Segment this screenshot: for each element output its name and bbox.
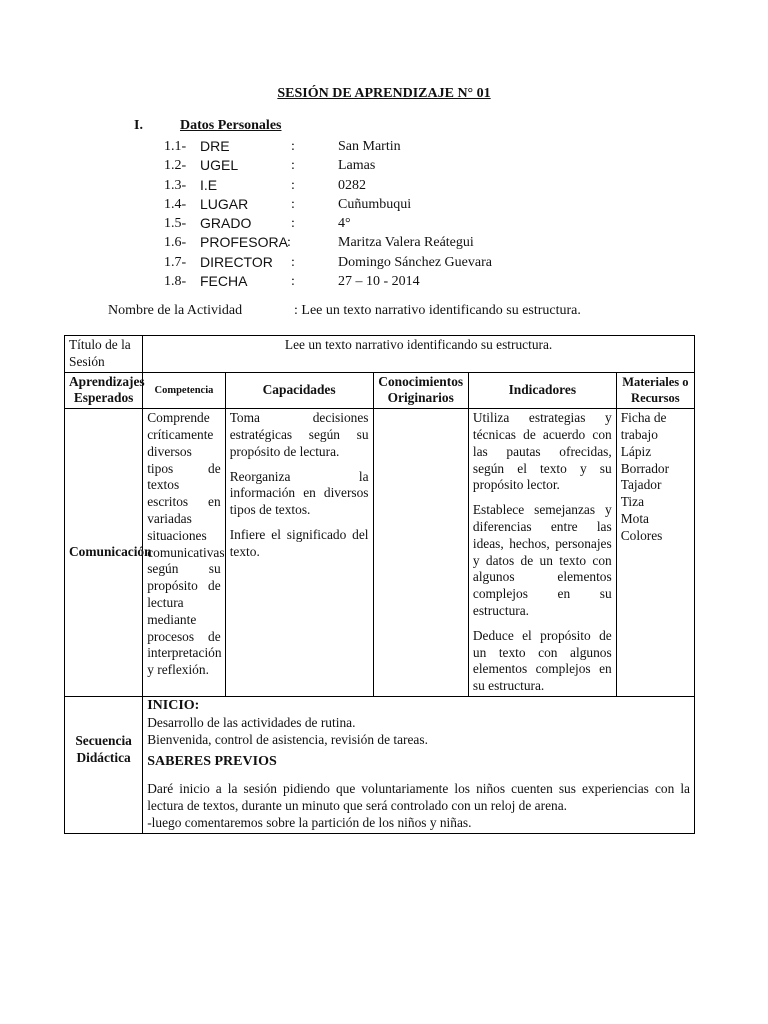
area-cell: Comunicación <box>65 409 143 697</box>
dato-number: 1.7- <box>164 254 187 270</box>
document-title: SESIÓN DE APRENDIZAJE N° 01 <box>277 86 491 101</box>
session-title-value: Lee un texto narrativo identificando su estructura. <box>143 336 695 373</box>
secuencia-row <box>65 696 695 833</box>
header-aprendizajes: Aprendizajes Esperados <box>65 372 143 409</box>
capacidad-item: Reorganiza la información en diversos tipos de textos. <box>229 468 369 518</box>
material-item: Lápiz <box>620 443 652 459</box>
dato-number: 1.1- <box>164 139 187 154</box>
dato-separator: : <box>291 196 295 212</box>
dato-separator: : <box>291 254 295 270</box>
dato-number: 1.6- <box>164 235 187 251</box>
dato-row <box>164 137 564 156</box>
header-conocimientos: Conocimientos Originarios <box>373 372 468 409</box>
saberes-text: Daré inicio a la sesión pidiendo que voluntariamente los niños cuenten sus experiencias con la lectura de textos, durante un minuto que será controlado con un reloj de arena. <box>147 781 690 813</box>
capacidad-item: Toma decisiones estratégicas según su propósito de lectura. <box>229 410 369 459</box>
dato-number: 1.5- <box>164 216 187 232</box>
inicio-heading: INICIO: <box>147 697 200 713</box>
dato-separator: : <box>291 216 295 232</box>
indicador-item: Utiliza estrategias y técnicas de acuerdo con las pautas ofrecidas, según el texto y su propósito lector. <box>472 410 612 493</box>
conocimientos-cell <box>373 409 468 697</box>
dato-value: San Martin <box>338 139 401 154</box>
dato-row <box>164 272 564 291</box>
dato-separator: : <box>287 235 291 251</box>
dato-key: I.E <box>200 176 218 193</box>
indicador-item: Establece semejanzas y diferencias entre las ideas, hechos, personajes y datos de un texto con algunos elementos complejos en su estructura. <box>472 502 612 618</box>
dato-row <box>164 214 564 233</box>
saberes-extra: -luego comentaremos sobre la partición de los niños y niñas. <box>147 814 472 830</box>
dato-separator: : <box>291 139 295 154</box>
dato-value: Lamas <box>338 158 376 174</box>
dato-key: UGEL <box>200 157 239 174</box>
dato-value: 0282 <box>338 177 366 193</box>
title-row <box>65 336 695 373</box>
dato-number: 1.8- <box>164 274 187 290</box>
header-indicadores: Indicadores <box>468 372 616 409</box>
dato-key: LUGAR <box>200 195 249 212</box>
activity-label: Nombre de la Actividad <box>108 303 243 318</box>
header-row <box>65 372 695 409</box>
capacidad-item: Infiere el significado del texto. <box>229 526 369 559</box>
dato-key: PROFESORA <box>200 234 288 251</box>
dato-number: 1.3- <box>164 177 187 193</box>
material-item: Mota <box>620 510 649 526</box>
dato-value: Domingo Sánchez Guevara <box>338 254 492 270</box>
competencia-cell: Comprende críticamente diversos tipos de textos escritos en variadas situaciones comunicativas según su propósito de lectura mediante procesos de interpretación y reflexión. <box>143 409 225 697</box>
secuencia-cell <box>143 696 695 833</box>
section-heading <box>134 118 282 134</box>
material-item: Ficha de trabajo <box>620 410 667 442</box>
saberes-heading: SABERES PREVIOS <box>147 754 277 770</box>
content-row <box>65 409 695 697</box>
dato-key: FECHA <box>200 273 248 290</box>
dato-separator: : <box>291 274 295 290</box>
materiales-cell <box>616 409 694 697</box>
session-title-label: Título de la Sesión <box>65 336 143 373</box>
session-table <box>64 335 695 834</box>
dato-separator: : <box>291 158 295 174</box>
material-item: Colores <box>620 527 663 543</box>
secuencia-label: Secuencia Didáctica <box>65 696 143 833</box>
dato-key: DRE <box>200 138 230 154</box>
header-competencia: Competencia <box>143 372 225 409</box>
section-label: Datos Personales <box>180 118 282 133</box>
material-item: Tiza <box>620 494 645 510</box>
dato-row <box>164 195 564 214</box>
header-capacidades: Capacidades <box>225 372 373 409</box>
indicador-item: Deduce el propósito de un texto con algunos elementos complejos en su estructura. <box>472 627 612 694</box>
capacidades-cell <box>225 409 373 697</box>
dato-row <box>164 253 564 272</box>
dato-key: GRADO <box>200 215 252 232</box>
dato-row <box>164 156 564 175</box>
dato-number: 1.2- <box>164 158 187 174</box>
dato-separator: : <box>291 177 295 193</box>
dato-value: 4° <box>338 216 351 232</box>
indicadores-cell <box>468 409 616 697</box>
activity-line <box>108 303 581 319</box>
inicio-line: Desarrollo de las actividades de rutina. <box>147 714 356 730</box>
dato-key: DIRECTOR <box>200 253 273 270</box>
material-item: Borrador <box>620 460 670 476</box>
dato-row <box>164 233 564 252</box>
dato-value: Cuñumbuqui <box>338 196 412 212</box>
dato-value: 27 – 10 - 2014 <box>338 274 420 290</box>
section-number: I. <box>134 118 143 133</box>
activity-value: : Lee un texto narrativo identificando su estructura. <box>294 303 581 318</box>
dato-value: Maritza Valera Reátegui <box>338 235 474 251</box>
datos-personales-list <box>164 137 564 291</box>
material-item: Tajador <box>620 477 662 493</box>
dato-number: 1.4- <box>164 196 187 212</box>
inicio-line: Bienvenida, control de asistencia, revisión de tareas. <box>147 731 428 747</box>
dato-row <box>164 176 564 195</box>
header-materiales: Materiales o Recursos <box>616 372 694 409</box>
